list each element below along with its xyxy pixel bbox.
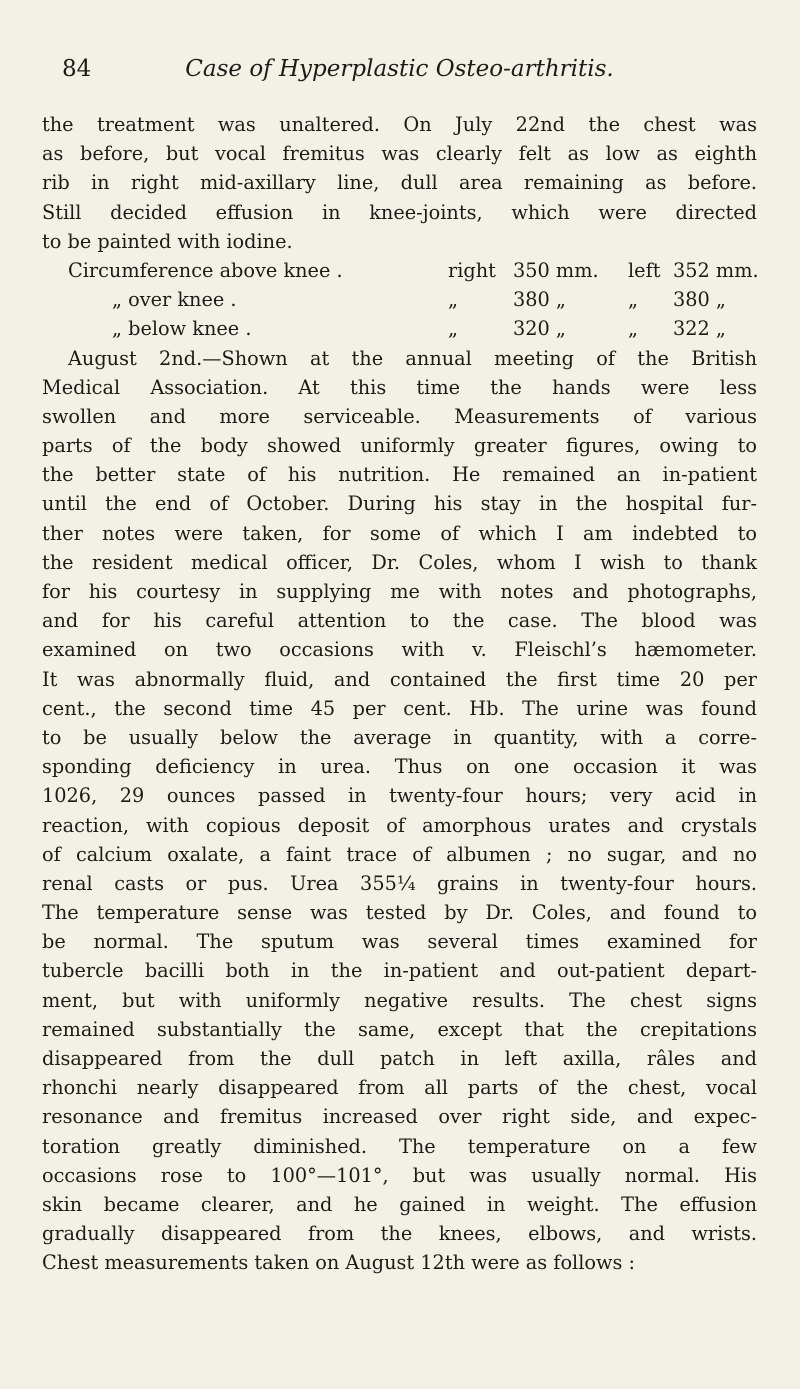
left-side-label: „ [628,317,638,341]
text-line: cent., the second time 45 per cent. Hb. The urine was found [42,696,757,720]
measurements-table [42,256,757,344]
text-line: gradually disappeared from the knees, elbows, and wrists. [42,1222,757,1246]
text-line: It was abnormally fluid, and contained the first time 20 per [42,667,757,691]
right-value: 380 „ [513,288,566,312]
left-value: 352 mm. [673,258,759,282]
text-line: the resident medical officer, Dr. Coles, whom I wish to thank [42,550,757,574]
text-line: examined on two occasions with v. Fleischl’s hæmometer. [42,638,757,662]
text-line: for his courtesy in supplying me with notes and photographs, [42,580,757,603]
text-line: tubercle bacilli both in the in-patient and out-patient depart- [42,959,757,983]
body-text [42,110,757,1278]
measurement-row [68,256,757,285]
paragraph-august [42,344,757,1278]
text-line: the treatment was unaltered. On July 22nd the chest was [42,113,757,136]
right-side-label: right [448,258,496,282]
right-side-label: „ [448,317,458,341]
text-line: ther notes were taken, for some of which I am indebted to [42,521,757,545]
text-line: renal casts or pus. Urea 355¼ grains in twenty-four hours. [42,871,757,895]
right-value: 320 „ [513,317,566,341]
right-side-label: „ [448,288,458,312]
text-line: Still decided effusion in knee-joints, which were directed [42,200,757,224]
text-line: The temperature sense was tested by Dr. Coles, and found to [42,901,757,925]
page-number: 84 [62,56,92,82]
text-line: and for his careful attention to the case. The blood was [42,609,757,633]
text-line: until the end of October. During his stay in the hospital fur- [42,492,757,516]
measurement-row [68,285,757,314]
right-value: 350 mm. [513,258,599,282]
text-line: Chest measurements taken on August 12th were as follows : [42,1251,636,1275]
text-line: remained substantially the same, except that the crepitations [42,1017,757,1041]
text-line: as before, but vocal fremitus was clearly felt as low as eighth [42,142,757,166]
left-side-label: left [628,258,661,282]
text-line: Medical Association. At this time the hands were less [42,375,757,399]
text-line: parts of the body showed uniformly greater figures, owing to [42,434,757,458]
text-line: occasions rose to 100°—101°, but was usually normal. His [42,1163,757,1187]
text-line: the better state of his nutrition. He remained an in-patient [42,463,757,487]
text-line: ment, but with uniformly negative results. The chest signs [42,988,757,1012]
text-line: disappeared from the dull patch in left axilla, râles and [42,1047,757,1070]
measurement-label: „ over knee . [112,288,237,312]
text-line: rhonchi nearly disappeared from all parts of the chest, vocal [42,1076,757,1100]
measurement-row [68,314,757,343]
text-line: rib in right mid-axillary line, dull area remaining as before. [42,171,757,195]
text-line: resonance and fremitus increased over right side, and expec- [42,1105,757,1129]
paragraph-treatment [42,110,757,256]
running-title: Case of Hyperplastic Osteo-arthritis. [185,56,614,82]
text-line: August 2nd.—Shown at the annual meeting of the British [68,346,757,370]
measurement-label: „ below knee . [112,317,252,341]
text-line: to be usually below the average in quantity, with a corre- [42,725,757,749]
left-side-label: „ [628,288,638,312]
left-value: 380 „ [673,288,726,312]
text-line: swollen and more serviceable. Measurements of various [42,404,757,428]
page-header [62,56,737,86]
text-line: sponding deficiency in urea. Thus on one occasion it was [42,755,757,779]
text-line: reaction, with copious deposit of amorphous urates and crystals [42,813,757,837]
text-line: of calcium oxalate, a faint trace of albumen ; no sugar, and no [42,842,757,866]
text-line: toration greatly diminished. The temperature on a few [42,1134,757,1158]
text-line: to be painted with iodine. [42,229,293,253]
text-line: skin became clearer, and he gained in weight. The effusion [42,1192,757,1216]
measurement-label: Circumference above knee . [68,258,343,282]
text-line: be normal. The sputum was several times examined for [42,930,757,954]
text-line: 1026, 29 ounces passed in twenty-four hours; very acid in [42,784,757,808]
left-value: 322 „ [673,317,726,341]
